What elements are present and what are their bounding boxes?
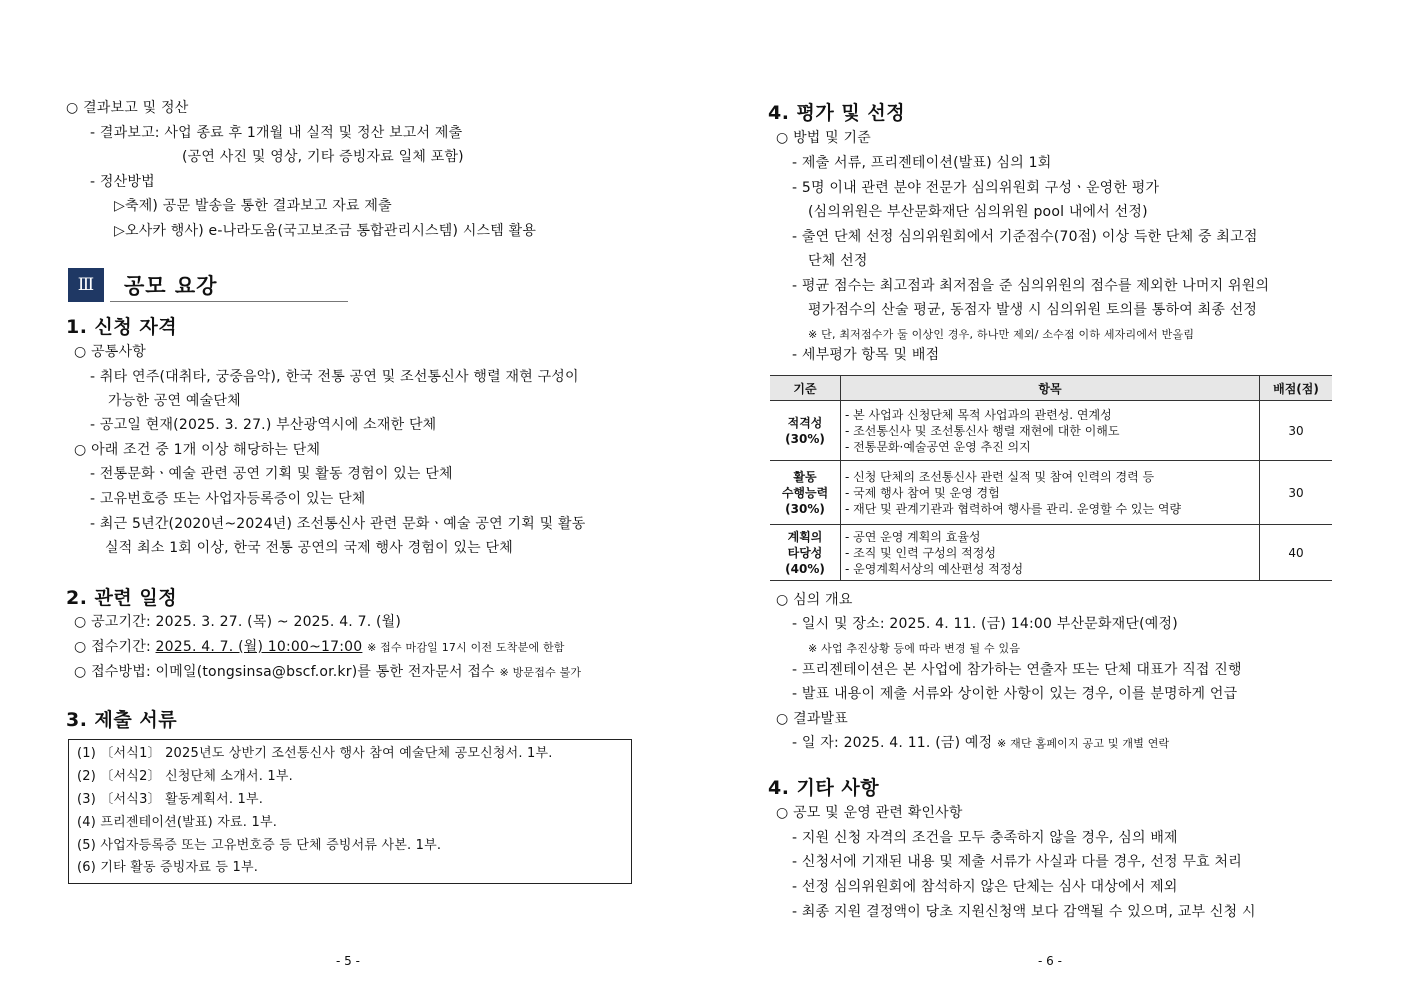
item: - 신청 단체의 조선통신사 관련 실적 및 참여 인력의 경력 등: [845, 469, 1155, 484]
other-confirm: ○ 공모 및 운영 관련 확인사항: [776, 805, 963, 821]
eligibility-c2: - 공고일 현재(2025. 3. 27.) 부산광역시에 소재한 단체: [90, 417, 437, 433]
left-page: [0, 0, 701, 992]
other-e4: - 최종 지원 결정액이 당초 지원신청액 보다 감액될 수 있으며, 교부 신청 시: [792, 904, 1256, 920]
review-heading: ○ 심의 개요: [776, 592, 853, 608]
criterion-weight: (40%): [785, 561, 825, 576]
criterion-name: 적격성: [787, 415, 823, 430]
eligibility-d1: - 전통문화ㆍ예술 관련 공연 기획 및 활동 경험이 있는 단체: [90, 466, 453, 482]
other-e2: - 신청서에 기재된 내용 및 제출 서류가 사실과 다를 경우, 선정 무효 처리: [792, 854, 1242, 870]
schedule-method-note: ※ 방문접수 불가: [499, 666, 582, 679]
document-item: (3) 〔서식3〕 활동계획서. 1부.: [77, 792, 264, 807]
report-line-1: - 결과보고: 사업 종료 후 1개월 내 실적 및 정산 보고서 제출: [90, 125, 463, 141]
report-line-3: - 정산방법: [90, 174, 155, 190]
schedule-receipt-note: ※ 접수 마감일 17시 이전 도착분에 한함: [367, 641, 565, 654]
eligibility-d2: - 고유번호증 또는 사업자등록증이 있는 단체: [90, 491, 366, 507]
schedule-method: [74, 663, 581, 682]
eval-m2: - 5명 이내 관련 분야 전문가 심의위원회 구성ㆍ운영한 평가: [792, 180, 1160, 196]
report-heading: ○ 결과보고 및 정산: [66, 100, 189, 116]
items-cell: [841, 525, 1260, 581]
table-header-row: [770, 376, 1332, 401]
item: - 국제 행사 참여 및 운영 경험: [845, 485, 1000, 500]
item: - 조선통신사 및 조선통신사 행렬 재현에 대한 이해도: [845, 423, 1120, 438]
eligibility-common: ○ 공통사항: [74, 344, 146, 360]
items-cell: [841, 401, 1260, 461]
eligibility-c1: - 취타 연주(대취타, 궁중음악), 한국 전통 공연 및 조선통신사 행렬 재현 구성이: [90, 369, 579, 385]
criterion-cell: [770, 461, 841, 525]
report-line-4: ▷축제) 공문 발송을 통한 결과보고 자료 제출: [114, 198, 392, 214]
other-e3: - 선정 심의위원회에 참석하지 않은 단체는 심사 대상에서 제외: [792, 879, 1178, 895]
document-item: (2) 〔서식2〕 신청단체 소개서. 1부.: [77, 769, 293, 784]
criterion-cell: [770, 525, 841, 581]
eval-m3: - 출연 단체 선정 심의위원회에서 기준점수(70점) 이상 득한 단체 중 최고점: [792, 229, 1258, 245]
evaluation-table: [770, 375, 1332, 581]
eligibility-d3b: 실적 최소 1회 이상, 한국 전통 공연의 국제 행사 경험이 있는 단체: [105, 540, 514, 556]
item: - 조직 및 인력 구성의 적정성: [845, 545, 996, 560]
result-heading: ○ 결과발표: [776, 711, 848, 727]
eligibility-cond: ○ 아래 조건 중 1개 이상 해당하는 단체: [74, 442, 321, 458]
eval-m3b: 단체 선정: [808, 253, 868, 269]
heading-other: 4. 기타 사항: [768, 777, 880, 799]
table-row: [770, 525, 1332, 581]
table-header: 기준: [770, 376, 841, 401]
page-number-left: - 5 -: [336, 954, 360, 968]
table-header: 항목: [841, 376, 1260, 401]
result-line: [792, 734, 1169, 753]
report-line-2: (공연 사진 및 영상, 기타 증빙자료 일체 포함): [182, 149, 464, 165]
eval-m2b: (심의위원은 부산문화재단 심의위원 pool 내에서 선정): [808, 204, 1148, 220]
eval-m4-note: ※ 단, 최저점수가 둘 이상인 경우, 하나만 제외/ 소수점 이하 세자리에서 반올림: [808, 328, 1195, 341]
page-number-right: - 6 -: [1038, 954, 1062, 968]
eval-m5: - 세부평가 항목 및 배점: [792, 347, 940, 363]
item: - 운영계획서상의 예산편성 적정성: [845, 561, 1024, 576]
criterion-name: 타당성: [787, 545, 823, 560]
item: - 재단 및 관계기관과 협력하여 행사를 관리. 운영할 수 있는 역량: [845, 501, 1182, 516]
schedule-receipt-value: 2025. 4. 7. (월) 10:00~17:00: [155, 639, 363, 655]
score-cell: 30: [1260, 461, 1333, 525]
items-cell: [841, 461, 1260, 525]
schedule-receipt: [74, 638, 565, 657]
review-r1-note: ※ 사업 추진상황 등에 따라 변경 될 수 있음: [808, 642, 1021, 655]
document-item: (1) 〔서식1〕 2025년도 상반기 조선통신사 행사 참여 예술단체 공모신청서. 1부.: [77, 746, 553, 761]
criterion-weight: (30%): [785, 431, 825, 446]
item: - 공연 운영 계획의 효율성: [845, 529, 981, 544]
criterion-name: 계획의: [787, 529, 823, 544]
review-r1: - 일시 및 장소: 2025. 4. 11. (금) 14:00 부산문화재단(예정): [792, 616, 1178, 632]
eligibility-d3: - 최근 5년간(2020년~2024년) 조선통신사 관련 문화ㆍ예술 공연 기획 및 활동: [90, 516, 586, 532]
eligibility-c1b: 가능한 공연 예술단체: [108, 393, 241, 409]
heading-eligibility: 1. 신청 자격: [66, 316, 178, 338]
criterion-name: 활동: [793, 469, 817, 484]
result-note: ※ 재단 홈페이지 공고 및 개별 연락: [997, 737, 1170, 750]
schedule-receipt-label: ○ 접수기간:: [74, 639, 156, 655]
table-row: [770, 461, 1332, 525]
criterion-cell: [770, 401, 841, 461]
criterion-name: 수행능력: [781, 485, 829, 500]
heading-schedule: 2. 관련 일정: [66, 587, 178, 609]
review-r3: - 발표 내용이 제출 서류와 상이한 사항이 있는 경우, 이를 분명하게 언급: [792, 686, 1238, 702]
heading-evaluation: 4. 평가 및 선정: [768, 102, 906, 124]
heading-documents: 3. 제출 서류: [66, 709, 178, 731]
eval-m1: - 제출 서류, 프리젠테이션(발표) 심의 1회: [792, 155, 1052, 171]
item: - 본 사업과 신청단체 목적 사업과의 관련성. 연계성: [845, 407, 1112, 422]
section-roman-badge: Ⅲ: [68, 268, 104, 302]
score-cell: 40: [1260, 525, 1333, 581]
document-item: (4) 프리젠테이션(발표) 자료. 1부.: [77, 815, 278, 830]
score-cell: 30: [1260, 401, 1333, 461]
review-r2: - 프리젠테이션은 본 사업에 참가하는 연출자 또는 단체 대표가 직접 진행: [792, 662, 1242, 678]
eval-method: ○ 방법 및 기준: [776, 130, 871, 146]
schedule-method-text: ○ 접수방법: 이메일(tongsinsa@bscf.or.kr)를 통한 전자문서 접수: [74, 664, 495, 680]
table-header: 배점(점): [1260, 376, 1333, 401]
item: - 전통문화·예술공연 운영 추진 의지: [845, 439, 1031, 454]
documents-box: [68, 739, 632, 884]
other-e1: - 지원 신청 자격의 조건을 모두 충족하지 않을 경우, 심의 배제: [792, 830, 1178, 846]
schedule-announce: ○ 공고기간: 2025. 3. 27. (목) ~ 2025. 4. 7. (월): [74, 614, 402, 630]
section-underline: [110, 301, 348, 302]
section-title: 공모 요강: [124, 274, 218, 298]
criterion-weight: (30%): [785, 501, 825, 516]
eval-m4: - 평균 점수는 최고점과 최저점을 준 심의위원의 점수를 제외한 나머지 위원의: [792, 278, 1270, 294]
result-date: - 일 자: 2025. 4. 11. (금) 예정: [792, 735, 993, 751]
eval-m4b: 평가점수의 산술 평균, 동점자 발생 시 심의위원 토의를 통하여 최종 선정: [808, 302, 1258, 318]
document-item: (5) 사업자등록증 또는 고유번호증 등 단체 증빙서류 사본. 1부.: [77, 838, 442, 853]
report-line-5: ▷오사카 행사) e-나라도움(국고보조금 통합관리시스템) 시스템 활용: [114, 223, 537, 239]
document-item: (6) 기타 활동 증빙자료 등 1부.: [77, 860, 259, 875]
table-row: [770, 401, 1332, 461]
